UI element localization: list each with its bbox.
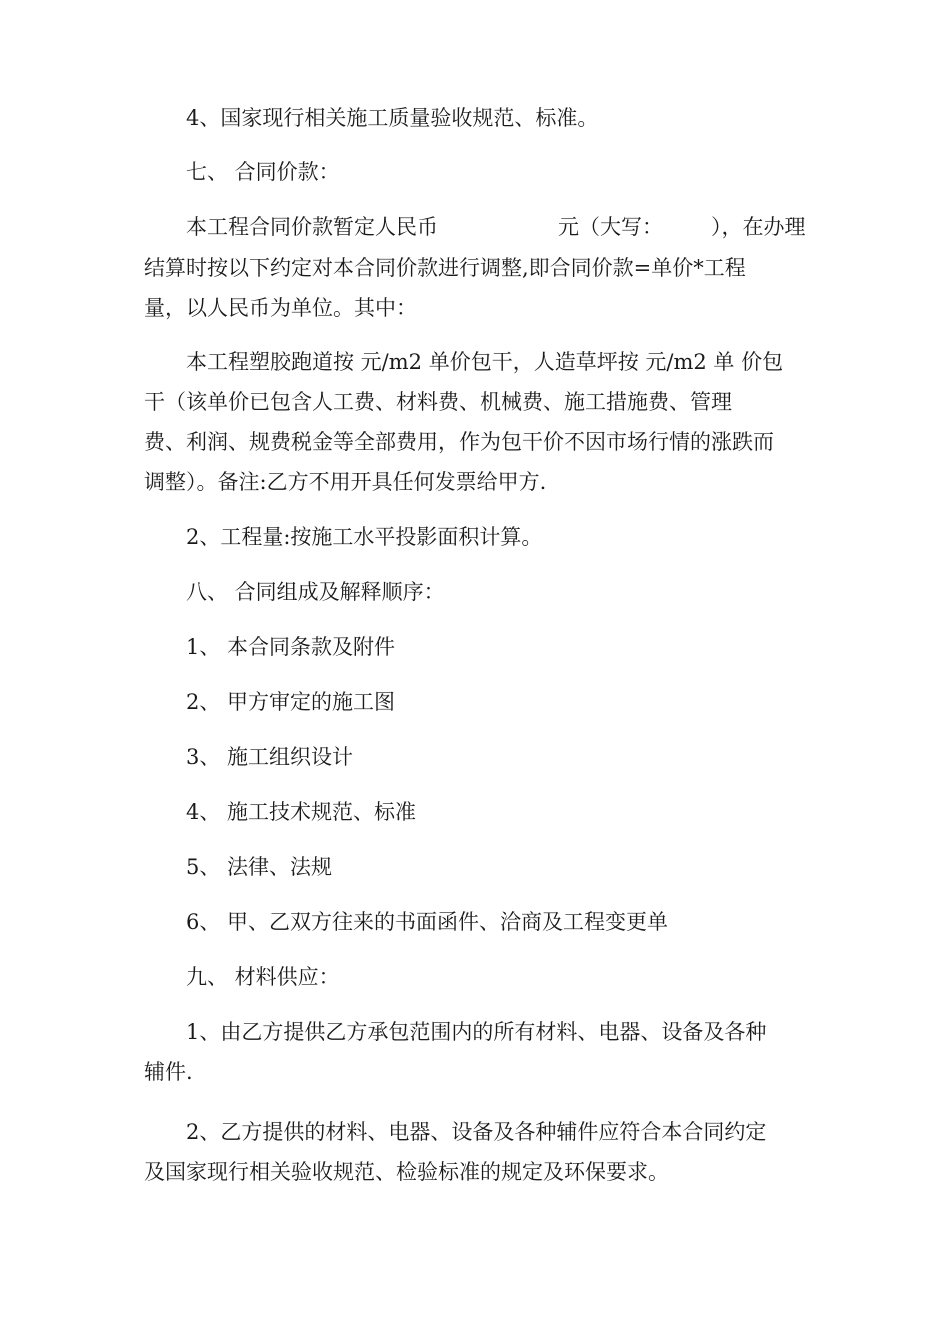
- unit-price-paragraph-line-2: 干（该单价已包含人工费、材料费、机械费、施工措施费、管理: [144, 390, 732, 414]
- section-heading-contract-composition: 八、 合同组成及解释顺序：: [186, 580, 445, 604]
- contract-price-paragraph-line-3: 量，以人民币为单位。其中：: [144, 296, 417, 320]
- clause-work-quantity: 2、工程量:按施工水平投影面积计算。: [186, 525, 543, 549]
- composition-item-6: 6、 甲、乙双方往来的书面函件、洽商及工程变更单: [186, 910, 669, 934]
- material-clause-2-line-2: 及国家现行相关验收规范、检验标准的规定及环保要求。: [144, 1160, 669, 1184]
- composition-item-3: 3、 施工组织设计: [186, 745, 354, 769]
- contract-price-paragraph-line-1: [186, 213, 834, 241]
- unit-price-paragraph-line-3: 费、利润、规费税金等全部费用，作为包干价不因市场行情的涨跌而: [144, 430, 774, 454]
- contract-price-text: 本工程合同价款暂定人民币: [186, 215, 438, 239]
- material-clause-2-line-1: 2、乙方提供的材料、电器、设备及各种辅件应符合本合同约定: [186, 1120, 767, 1144]
- material-clause-1-line-2: 辅件.: [144, 1060, 193, 1084]
- composition-item-2: 2、 甲方审定的施工图: [186, 690, 396, 714]
- contract-price-paragraph-line-2: 结算时按以下约定对本合同价款进行调整,即合同价款=单价*工程: [144, 256, 746, 280]
- unit-price-paragraph-line-4: 调整）。备注:乙方不用开具任何发票给甲方.: [144, 470, 547, 494]
- contract-price-capital-label: 元（大写：: [558, 215, 663, 239]
- composition-item-1: 1、 本合同条款及附件: [186, 635, 396, 659]
- composition-item-4: 4、 施工技术规范、标准: [186, 800, 417, 824]
- section-heading-material-supply: 九、 材料供应：: [186, 965, 340, 989]
- contract-price-text-tail: ），在办理: [711, 215, 806, 239]
- unit-price-paragraph-line-1: 本工程塑胶跑道按 元/m2 单价包干，人造草坪按 元/m2 单 价包: [186, 350, 784, 374]
- clause-national-standards: 4、国家现行相关施工质量验收规范、标准。: [186, 106, 599, 130]
- material-clause-1-line-1: 1、由乙方提供乙方承包范围内的所有材料、电器、设备及各种: [186, 1020, 767, 1044]
- composition-item-5: 5、 法律、法规: [186, 855, 333, 879]
- section-heading-contract-price: 七、 合同价款：: [186, 160, 340, 184]
